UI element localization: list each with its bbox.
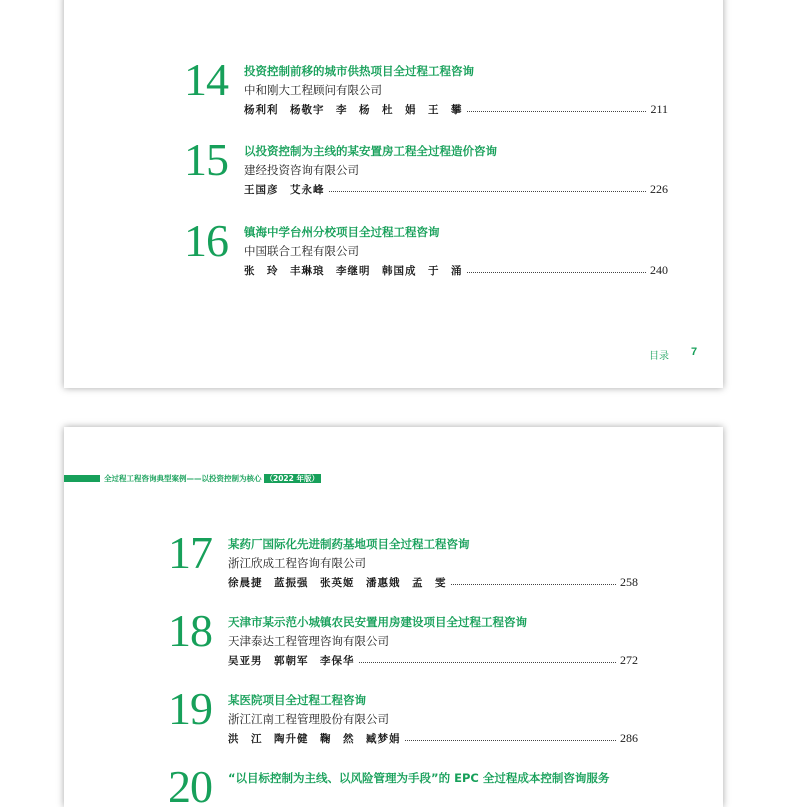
toc-entry-20[interactable] bbox=[168, 761, 688, 807]
entry-page-number: 226 bbox=[650, 181, 668, 196]
entry-company: 天津泰达工程管理咨询有限公司 bbox=[228, 634, 389, 648]
entry-title: 某药厂国际化先进制药基地项目全过程工程咨询 bbox=[228, 537, 470, 551]
entry-company: 浙江江南工程管理股份有限公司 bbox=[228, 712, 389, 726]
leader-dots bbox=[467, 110, 647, 112]
entry-author-line bbox=[228, 653, 638, 667]
leader-dots bbox=[451, 583, 617, 585]
edition-badge: （2022 年版） bbox=[265, 474, 319, 483]
entry-authors: 吴亚男 郭朝军 李保华 bbox=[228, 654, 355, 667]
entry-page-number: 240 bbox=[650, 262, 668, 277]
entry-author-line bbox=[244, 182, 668, 196]
entry-author-line bbox=[244, 263, 668, 277]
toc-entry-15[interactable] bbox=[184, 134, 704, 221]
entry-number: 18 bbox=[168, 605, 212, 656]
toc-entry-19[interactable] bbox=[168, 683, 688, 770]
leader-dots bbox=[359, 661, 617, 663]
leader-dots bbox=[329, 190, 647, 192]
toc-entry-16[interactable] bbox=[184, 215, 704, 302]
entry-number: 20 bbox=[168, 761, 212, 807]
entry-title: 镇海中学台州分校项目全过程工程咨询 bbox=[244, 225, 440, 239]
entry-authors: 张 玲 丰琳琅 李继明 韩国成 于 涌 bbox=[244, 264, 463, 277]
footer-page-number: 7 bbox=[691, 346, 698, 358]
running-header-title: 全过程工程咨询典型案例——以投资控制为核心 bbox=[104, 474, 262, 483]
entry-authors: 王国彦 艾永峰 bbox=[244, 183, 325, 196]
entry-author-line bbox=[228, 575, 638, 589]
entry-number: 17 bbox=[168, 527, 212, 578]
footer-section-label: 目录 bbox=[649, 351, 669, 362]
entry-company: 建经投资咨询有限公司 bbox=[244, 163, 359, 177]
toc-entry-17[interactable] bbox=[168, 527, 688, 614]
entry-page-number: 258 bbox=[620, 574, 638, 589]
entry-number: 14 bbox=[184, 54, 228, 105]
entry-company: 中和刚大工程顾问有限公司 bbox=[244, 83, 382, 97]
entry-authors: 杨利利 杨敬宇 李 杨 杜 娟 王 攀 bbox=[244, 103, 463, 116]
entry-author-line bbox=[228, 731, 638, 745]
entry-page-number: 286 bbox=[620, 730, 638, 745]
entry-title: 某医院项目全过程工程咨询 bbox=[228, 693, 366, 707]
leader-dots bbox=[467, 271, 647, 273]
entry-title: “以目标控制为主线、以风险管理为手段”的 EPC 全过程成本控制咨询服务 bbox=[228, 771, 610, 785]
entry-author-line bbox=[244, 102, 668, 116]
entry-company: 浙江欣成工程咨询有限公司 bbox=[228, 556, 366, 570]
leader-dots bbox=[405, 739, 617, 741]
entry-page-number: 272 bbox=[620, 652, 638, 667]
entry-authors: 洪 江 陶升健 鞠 然 臧梦娟 bbox=[228, 732, 401, 745]
toc-page-2 bbox=[64, 427, 723, 807]
toc-entry-18[interactable] bbox=[168, 605, 688, 692]
toc-entry-14[interactable] bbox=[184, 54, 704, 141]
header-accent-bar bbox=[64, 475, 100, 482]
entry-number: 19 bbox=[168, 683, 212, 734]
entry-title: 投资控制前移的城市供热项目全过程工程咨询 bbox=[244, 64, 474, 78]
entry-number: 16 bbox=[184, 215, 228, 266]
running-header bbox=[104, 473, 321, 484]
entry-title: 天津市某示范小城镇农民安置用房建设项目全过程工程咨询 bbox=[228, 615, 527, 629]
entry-page-number: 211 bbox=[650, 101, 668, 116]
entry-number: 15 bbox=[184, 134, 228, 185]
toc-page-1 bbox=[64, 0, 723, 388]
entry-authors: 徐晨捷 蓝振强 张英姬 潘惠娥 孟 雯 bbox=[228, 576, 447, 589]
entry-title: 以投资控制为主线的某安置房工程全过程造价咨询 bbox=[244, 144, 497, 158]
entry-company: 中国联合工程有限公司 bbox=[244, 244, 359, 258]
